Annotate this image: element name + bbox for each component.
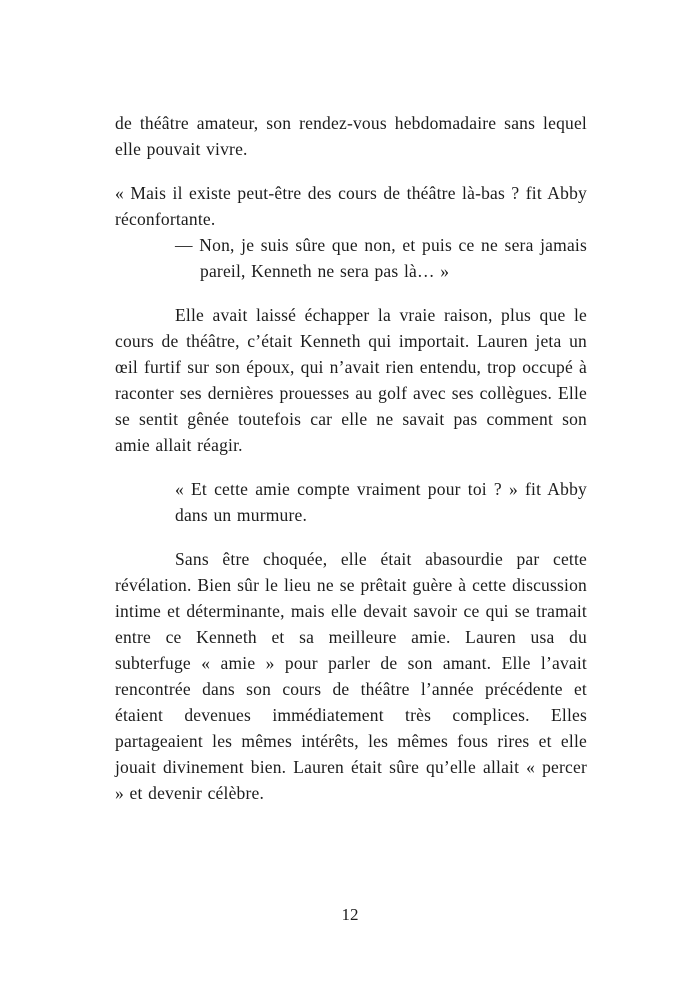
page-number: 12 xyxy=(341,905,359,924)
paragraph: Sans être choquée, elle était abasourdie par cette révélation. Bien sûr le lieu ne se prêtait guère à cette discussion intime et déterminante, mais elle devait savoir ce qui se tramait entre ce Kenneth et sa meilleure amie. Lauren usa du subterfuge « amie » pour parler de son amant. Elle l’avait rencontrée dans son cours de théâtre l’année précédente et étaient devenues immédiatement très complices. Elles partageaient les mêmes intérêts, les mêmes fous rires et elle jouait divinement bien. Lauren était sûre qu’elle allait « percer » et devenir célèbre. xyxy=(115,549,587,803)
paragraph: Elle avait laissé échapper la vraie raison, plus que le cours de théâtre, c’était Kenneth qui importait. Lauren jeta un œil furtif sur son époux, qui n’avait rien entendu, trop occupé à raconter ses dernières prouesses au golf avec ses collègues. Elle se sentit gênée toutefois car elle ne savait pas comment son amie allait réagir. xyxy=(115,305,587,455)
paragraph-dialogue-quote: « Et cette amie compte vraiment pour toi ? » fit Abby dans un murmure. xyxy=(175,479,587,525)
paragraph-dialogue-reply: — Non, je suis sûre que non, et puis ce ne sera jamais pareil, Kenneth ne sera pas là… » xyxy=(175,235,587,281)
paragraph: de théâtre amateur, son rendez-vous hebdomadaire sans lequel elle pouvait vivre. xyxy=(115,113,587,159)
paragraph-dialogue-open: « Mais il existe peut-être des cours de théâtre là-bas ? fit Abby réconfortante. xyxy=(115,183,587,229)
page-text-block xyxy=(115,110,587,824)
